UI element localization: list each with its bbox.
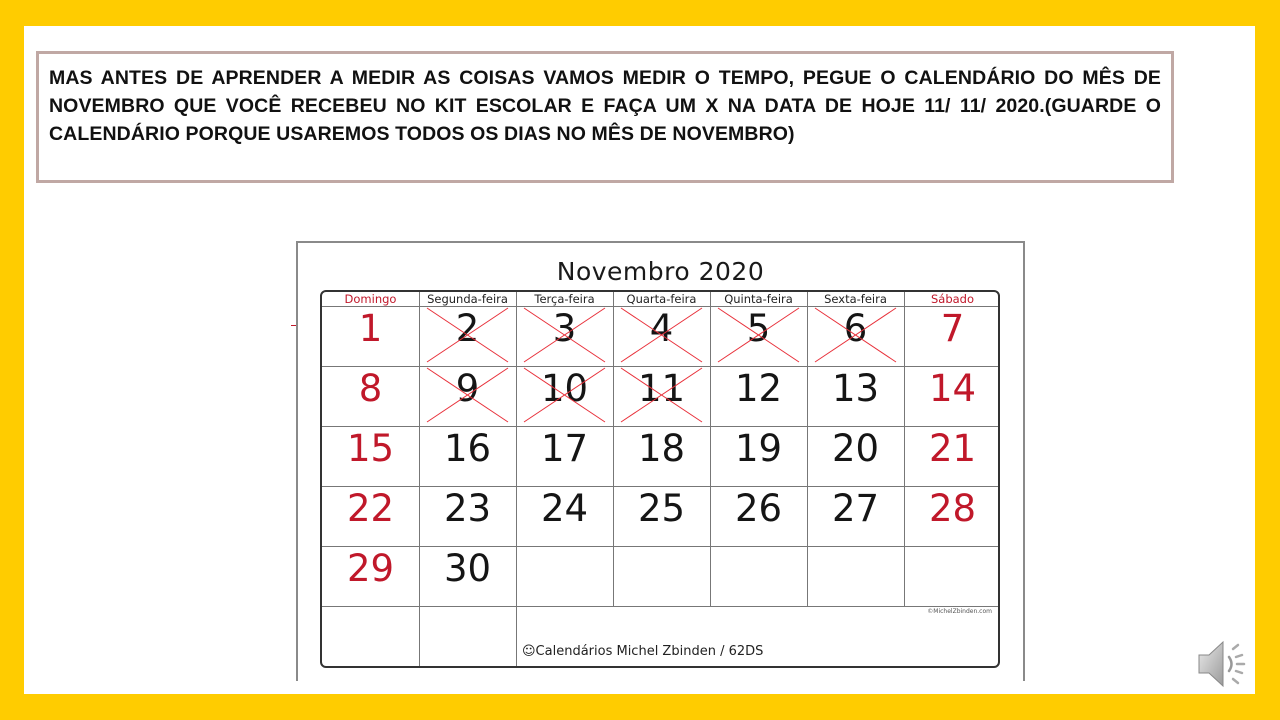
day-cell-5: 5 — [746, 307, 771, 350]
day-cell-7: 7 — [940, 307, 965, 350]
day-cell-30: 30 — [443, 547, 492, 590]
cross-mark-9 — [427, 368, 508, 422]
day-cell-22: 22 — [346, 487, 395, 530]
day-cell-9: 9 — [455, 367, 480, 410]
day-cell-20: 20 — [831, 427, 880, 470]
weekday-header: Domingo — [344, 292, 397, 306]
day-cell-18: 18 — [637, 427, 686, 470]
day-cell-8: 8 — [358, 367, 383, 410]
day-cell-14: 14 — [928, 367, 977, 410]
calendar-credit: ©MichelZbinden.com — [927, 608, 992, 615]
day-cell-4: 4 — [649, 307, 674, 350]
cross-mark-5 — [718, 308, 799, 362]
day-cell-10: 10 — [540, 367, 589, 410]
cross-mark-4 — [621, 308, 702, 362]
weekday-header: Quarta-feira — [626, 292, 697, 306]
day-cell-6: 6 — [843, 307, 868, 350]
day-cell-11: 11 — [637, 367, 686, 410]
day-cell-29: 29 — [346, 547, 395, 590]
weekday-header: Sexta-feira — [824, 292, 887, 306]
cross-marks — [322, 292, 1002, 670]
day-cell-19: 19 — [734, 427, 783, 470]
day-cell-28: 28 — [928, 487, 977, 530]
weekday-header: Sábado — [930, 292, 975, 306]
weekday-header: Terça-feira — [534, 292, 595, 306]
day-cell-26: 26 — [734, 487, 783, 530]
cross-mark-10 — [524, 368, 605, 422]
day-cell-27: 27 — [831, 487, 880, 530]
day-cell-16: 16 — [443, 427, 492, 470]
day-cell-25: 25 — [637, 487, 686, 530]
cross-mark-3 — [524, 308, 605, 362]
day-cell-23: 23 — [443, 487, 492, 530]
weekday-header: Quinta-feira — [724, 292, 793, 306]
day-cell-13: 13 — [831, 367, 880, 410]
day-cell-15: 15 — [346, 427, 395, 470]
day-cell-24: 24 — [540, 487, 589, 530]
day-cell-2: 2 — [455, 307, 480, 350]
cross-mark-2 — [427, 308, 508, 362]
cross-mark-11 — [621, 368, 702, 422]
day-cell-21: 21 — [928, 427, 977, 470]
calendar-grid — [320, 290, 1000, 668]
day-cell-12: 12 — [734, 367, 783, 410]
day-cell-3: 3 — [552, 307, 577, 350]
weekday-header: Segunda-feira — [427, 292, 508, 306]
day-cell-17: 17 — [540, 427, 589, 470]
day-cell-1: 1 — [358, 307, 383, 350]
calendar-title: Novembro 2020 — [556, 257, 765, 286]
instruction-textbox — [36, 51, 1174, 183]
cross-mark-6 — [815, 308, 896, 362]
calendar-footer: ☺Calendários Michel Zbinden / 62DS — [522, 644, 764, 659]
instruction-text: MAS ANTES DE APRENDER A MEDIR AS COISAS VAMOS MEDIR O TEMPO, PEGUE O CALENDÁRIO DO MÊS DE NOVEMBRO QUE VOCÊ RECEBEU NO KIT ESCOLAR E FAÇA UM X NA DATA DE HOJE 11/ 11/ 2020.(GUARDE O CALENDÁRIO PORQUE USAREMOS TODOS OS DIAS NO MÊS DE NOVEMBRO) — [49, 67, 1161, 145]
speaker-icon[interactable] — [1193, 633, 1255, 695]
calendar-image — [296, 241, 1025, 681]
